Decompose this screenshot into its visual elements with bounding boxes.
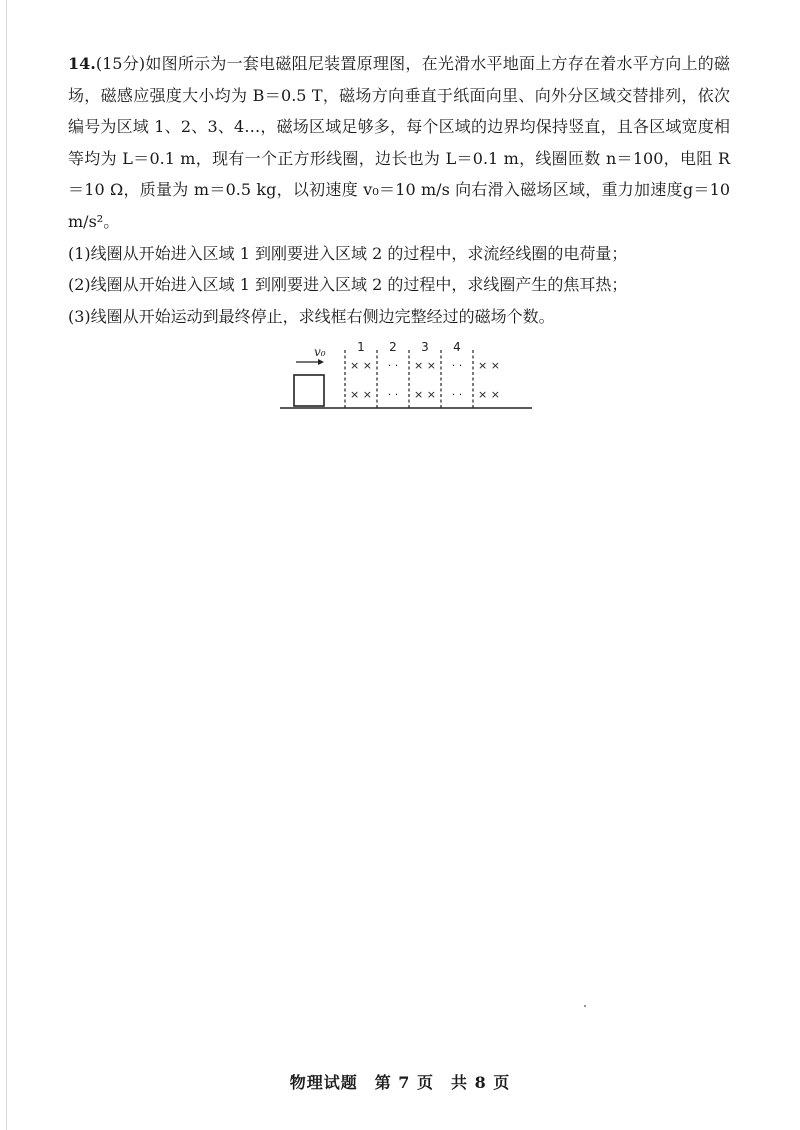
field-into-page-region-3-lower: × ×	[414, 388, 436, 401]
scan-speck	[584, 1005, 586, 1007]
field-into-page-region-1: × ×	[350, 359, 372, 372]
region-label-2: 2	[389, 340, 397, 354]
question-number: 14.	[68, 54, 96, 73]
field-out-of-page-region-2-lower: · ·	[387, 388, 399, 401]
velocity-label: v₀	[314, 345, 326, 359]
region-label-1: 1	[357, 340, 365, 354]
field-into-page-region-5-lower: × ×	[478, 388, 500, 401]
page-left-border	[6, 0, 7, 1130]
sub-question-2: (2)线圈从开始进入区域 1 到刚要进入区域 2 的过程中，求线圈产生的焦耳热；	[68, 275, 628, 295]
question-stem: 如图所示为一套电磁阻尼装置原理图，在光滑水平地面上方存在着水平方向上的磁场，磁感应强度大小均为 B＝0.5 T，磁场方向垂直于纸面向里、向外分区域交替排列，依次编号为区域 1、2、3、4…，磁场区域足够多，每个区域的边界均保持竖直，且各区域宽度相等均为 L＝0.1 m，现有一个正方形线圈，边长也为 L＝0.1 m，线圈匝数 n＝100，电阻 R＝10 Ω，质量为 m＝0.5 kg，以初速度 v₀＝10 m/s 向右滑入磁场区域，重力加速度g＝10 m/s²。	[68, 54, 730, 231]
velocity-arrow-icon	[296, 359, 324, 365]
field-into-page-region-3: × ×	[414, 359, 436, 372]
field-out-of-page-region-4-lower: · ·	[451, 388, 463, 401]
square-coil	[294, 375, 324, 406]
field-into-page-region-1-lower: × ×	[350, 388, 372, 401]
sub-question-3: (3)线圈从开始运动到最终停止，求线框右侧边完整经过的磁场个数。	[68, 306, 555, 326]
question-points: (15分)	[95, 54, 146, 73]
region-label-4: 4	[453, 340, 461, 354]
magnetic-field-diagram	[278, 338, 534, 414]
field-out-of-page-region-2: · ·	[387, 359, 399, 372]
sub-question-1: (1)线圈从开始进入区域 1 到刚要进入区域 2 的过程中，求流经线圈的电荷量；	[68, 243, 628, 263]
question-stem-paragraph	[68, 48, 730, 238]
field-out-of-page-region-4: · ·	[451, 359, 463, 372]
region-label-3: 3	[421, 340, 429, 354]
question-14	[68, 48, 730, 332]
field-into-page-region-5: × ×	[478, 359, 500, 372]
page-footer: 物理试题 第 7 页 共 8 页	[289, 1073, 511, 1092]
